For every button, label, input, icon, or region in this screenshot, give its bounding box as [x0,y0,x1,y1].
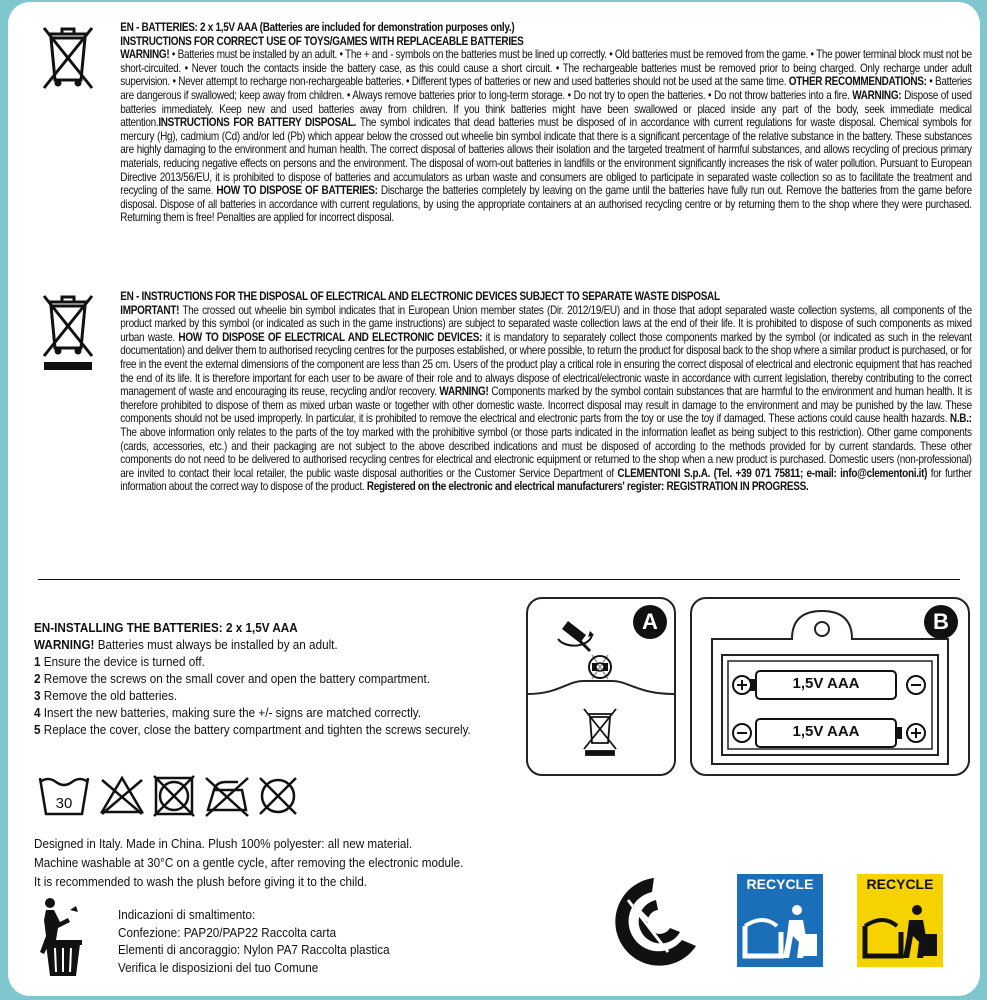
tidyman-icon [38,896,88,978]
install-title: EN-INSTALLING THE BATTERIES: 2 x 1,5V AAA [34,620,298,635]
section-divider [38,579,960,580]
how-to-dispose-heading: HOW TO DISPOSE OF BATTERIES: [216,184,378,198]
product-care-text [34,834,463,891]
screw-icon [589,655,611,679]
disposal-heading: INSTRUCTIONS FOR BATTERY DISPOSAL. [158,116,357,130]
care-line: Designed in Italy. Made in China. Plush 100% polyester: all new material. [34,836,413,851]
warning2-heading: WARNING: [852,88,902,102]
wash-temperature: 30 [55,795,73,812]
step-number: 2 [34,671,41,686]
contact-text: for further information about the correct way to dispose of the product. [120,466,972,494]
battery-instructions [30,21,972,225]
no-dry-clean-icon [260,778,296,814]
screwdriver-icon [558,621,594,651]
warning-text: • Batteries must be installed by an adult. • The + and - symbols on the batteries must be lined up correctly. • Old batteries must be removed from the game. • The power terminal block must not be short-circuited. • Never touch the contacts inside the battery case, as this could cause a short circuit. • The rechargeable batteries must be removed prior to being charged. Only recharge under adult supervision. • Never attempt to recharge non-rechargeable batteries. • Different types of batteries or new and used batteries should not be used at the same time. [120,48,972,89]
step-text: Replace the cover, close the battery compartment and tighten the screws securely. [40,722,471,737]
register-info: Registered on the electronic and electrical manufacturers' register: REGISTRATION IN PROGRESS. [366,480,809,494]
step-number: 5 [34,722,41,737]
install-warning-heading: WARNING! [34,637,95,652]
disposal-text: The symbol indicates that dead batteries must be disposed of in accordance with current regulations for waste disposal. Chemical symbols for mercury (Hg), cadmium (Cd) and/or led (Pb) which appear below the crossed out wheelie bin symbol indicate that there is a significant percentage of the relative substance in the battery. These substances are highly damaging to the environment and human health. The correct disposal of batteries allows their isolation and the targeted treatment of harmful substances, and allows recycling of precious primary materials, reducing negative effects on persons and the environment. The disposal of worn-out batteries in landfills or the environment significantly increases the risk of water pollution. Pursuant to European Directive 2013/56/EU, it is prohibited to dispose of batteries and accumulators as urban waste and consumers are obliged to participate in separated waste collection so as to facilitate the treatment and recycling of the same. [120,116,972,198]
italian-line: Confezione: PAP20/PAP22 Raccolta carta [118,924,337,940]
weee-instructions [30,290,972,494]
nb-text: The above information only relates to the parts of the toy marked with the prohibitive symbol (or those parts indicated in the information leaflet as being subject to this restriction). Other game components (cards, accessories, etc.) and their packaging are not subject to the above described indications and must be disposed of according to the methods provided for by current standards. These other components do not need to be delivered to authorised recycling centres for electrical and electronic equipment or returned to the shop when a new product is purchased. Domestic users (non-professional) are invited to contact their local retailer, the public waste disposal authorities or the Customer Service Department of [120,425,972,480]
install-step [34,653,471,670]
weee-warning-text: Components marked by the symbol contain substances that are harmful to the environment and human health. It is therefore prohibited to dispose of them as mixed urban waste or together with other domestic waste. Incorrect disposal may result in damage to the environment and may be punished by the law. These components should not be used improperly. In particular, it is prohibited to remove the electrical and electronic parts from the toy or use the toy if damaged. These actions could cause health hazards. [120,385,972,426]
diagram-a-panel [526,597,676,776]
company-logo-icon [598,870,706,972]
step-text: Insert the new batteries, making sure the +/- signs are matched correctly. [40,705,422,720]
nb-heading: N.B.: [949,412,972,426]
italian-line: Verifica le disposizioni del tuo Comune [118,959,319,975]
diagram-b-label: B [924,605,958,639]
weee-how-heading: HOW TO DISPOSE OF ELECTRICAL AND ELECTRONIC DEVICES: [178,330,483,344]
care-symbols [38,772,298,820]
instruction-sheet [8,2,980,996]
no-bleach-icon [102,778,142,814]
recycle-blue-label: RECYCLE [746,876,814,892]
install-instructions [34,619,471,738]
battery-label: 1,5V AAA [792,723,860,740]
other-recommendations-heading: OTHER RECOMMENDATIONS: [788,75,927,89]
no-iron-icon [206,778,248,816]
recycle-bin-person-icon [737,896,823,966]
install-step [34,670,471,687]
important-heading: IMPORTANT! [120,303,180,317]
battery-title: EN - BATTERIES: 2 x 1,5V AAA (Batteries are included for demonstration purposes only.) [120,21,515,34]
step-number: 1 [34,654,41,669]
other-recommendations-text: • Batteries are dangerous if swallowed; keep away from children. • Always remove batteries prior to long-term storage. • Do not try to open the batteries. • Do not throw batteries into a fire. [120,75,972,102]
warning-heading: WARNING! [120,48,170,62]
how-to-dispose-text: Discharge the batteries completely by leaving on the game until the batteries have fully run out. Remove the batteries from the game before disposal. Dispose of all batteries in accordance with current regulations, by using the appropriate containers at an authorised recycling centre or by returning them to the shop where they were purchased. Returning them is free! Penalties are applied for incorrect disposal. [120,184,972,225]
install-step [34,721,471,738]
install-step [34,687,471,704]
italian-line: Elementi di ancoraggio: Nylon PA7 Raccolta plastica [118,942,390,957]
contact-info: CLEMENTONI S.p.A. (Tel. +39 071 75811; e-mail: info@clementoni.it) [617,466,928,480]
weee-warning-heading: WARNING! [439,385,489,399]
care-line: It is recommended to wash the plush before giving it to the child. [34,874,367,889]
install-step [34,704,471,721]
warning2-text: Dispose of used batteries immediately. Keep new and used batteries away from children. If you think batteries might have been swallowed or placed inside any part of the body, seek immediate medical attention. [120,88,972,130]
diagram-a-label: A [633,605,667,639]
diagram-b-panel [690,597,970,776]
install-warning-text: Batteries must always be installed by an adult. [94,637,338,652]
italian-disposal-text [118,906,390,976]
recycle-bin-person-icon [857,896,943,966]
step-number: 3 [34,688,41,703]
recycle-blue-badge [737,874,823,967]
weee-how-text: it is mandatory to separately collect those components marked by the symbol (or indicated as such in the relevant documentation) and deliver them to authorised recycling centres for the purposes established, or where possible, to return the product for disposal back to the shop where a similar product is purchased, or for free in the event the external dimensions of the component are less than 25 cm. Users of the product play a critical role in ensuring the correct disposal of electrical and electronic equipment that has reached the end of its life. It is therefore important for each user to be aware of their role and to always dispose of electrical/electronic waste in accordance with current legislation, thereby contributing to the correct management of waste and encouraging its reuse, recycling and/or recovery. [120,330,972,399]
recycle-yellow-label: RECYCLE [866,876,934,892]
weee-title: EN - INSTRUCTIONS FOR THE DISPOSAL OF ELECTRICAL AND ELECTRONIC DEVICES SUBJECT TO SEPARATE WASTE DISPOSAL [120,290,720,303]
care-line: Machine washable at 30°C on a gentle cycle, after removing the electronic module. [34,855,464,870]
step-text: Ensure the device is turned off. [40,654,205,669]
recycle-yellow-badge [857,874,943,967]
important-text: The crossed out wheelie bin symbol indicates that in European Union member states (Dir. 2012/19/EU) and in those that adopt separated waste collection systems, all components of the product marked by this symbol (or indicated as such in the game instructions) are subject to separated waste collection laws at the end of their life. It is prohibited to dispose of such components as mixed urban waste. [120,303,972,344]
battery-subtitle: INSTRUCTIONS FOR CORRECT USE OF TOYS/GAMES WITH REPLACEABLE BATTERIES [120,34,524,48]
step-number: 4 [34,705,41,720]
battery-label: 1,5V AAA [792,675,860,692]
step-text: Remove the old batteries. [40,688,178,703]
italian-line: Indicazioni di smaltimento: [118,907,256,922]
step-text: Remove the screws on the small cover and open the battery compartment. [40,671,431,686]
small-crossed-bin-icon [584,709,616,755]
no-tumble-dry-icon [154,776,194,816]
